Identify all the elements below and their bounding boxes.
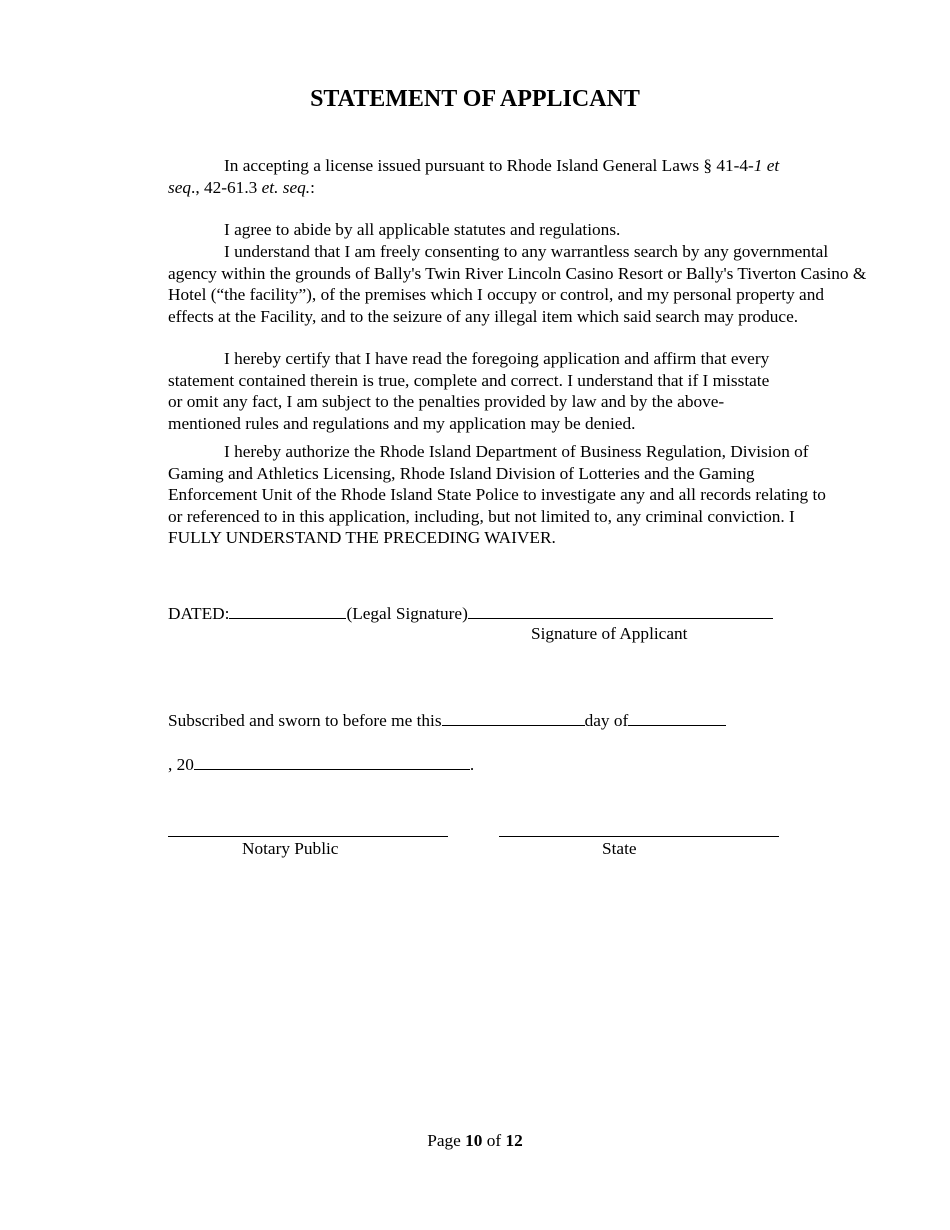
page-number: 10 bbox=[465, 1131, 483, 1150]
certify-paragraph bbox=[168, 348, 778, 434]
intro-italic-b: et. seq. bbox=[261, 177, 311, 197]
dated-field[interactable] bbox=[229, 601, 346, 619]
page-title: STATEMENT OF APPLICANT bbox=[310, 86, 640, 112]
page-word: Page bbox=[427, 1131, 461, 1150]
intro-text-a: In accepting a license issued pursuant to Rhode Island General Laws § 41-4- bbox=[224, 156, 754, 175]
sworn-day-field[interactable] bbox=[442, 708, 585, 726]
page-footer bbox=[0, 1130, 950, 1152]
state-label: State bbox=[602, 839, 637, 858]
dated-label: DATED: bbox=[168, 604, 230, 623]
intro-italic-a: 1 et seq bbox=[168, 156, 780, 197]
agree-text: I agree to abide by all applicable statutes and regulations. bbox=[224, 220, 621, 239]
year-field[interactable] bbox=[194, 752, 470, 770]
legal-signature-label: (Legal Signature) bbox=[346, 604, 468, 623]
of-word: of bbox=[486, 1131, 502, 1150]
sworn-prefix: Subscribed and sworn to before me this bbox=[168, 711, 442, 730]
year-row bbox=[168, 752, 474, 776]
state-line[interactable] bbox=[499, 836, 779, 837]
notary-line[interactable] bbox=[168, 836, 448, 837]
authorize-paragraph bbox=[168, 441, 830, 549]
authorize-text: I hereby authorize the Rhode Island Department of Business Regulation, Division of Gaming and Athletics Licensing, Rhode Island Division of Lotteries and the Gaming Enforcement Unit of the Rhode Island State Police to investigate any and all records relating to or referenced to in this application, including, but not limited to, any criminal conviction. I FULLY UNDERSTAND THE PRECEDING WAIVER. bbox=[168, 442, 826, 547]
consent-paragraph bbox=[168, 241, 868, 327]
consent-text: I understand that I am freely consenting to any warrantless search by any governmental agency within the grounds of Bally's Twin River Lincoln Casino Resort or Bally's Tiverton Casino & Hotel (“the facility”), of the premises which I occupy or control, and my personal property and effects at the Facility, and to the seizure of any illegal item which said search may produce. bbox=[168, 242, 867, 326]
year-suffix: . bbox=[469, 755, 475, 774]
sworn-month-field[interactable] bbox=[628, 708, 726, 726]
intro-paragraph bbox=[168, 155, 788, 198]
signature-row bbox=[168, 601, 773, 625]
total-pages: 12 bbox=[505, 1131, 523, 1150]
sworn-day-of: day of bbox=[584, 711, 629, 730]
notary-label: Notary Public bbox=[242, 839, 339, 858]
agree-paragraph bbox=[168, 219, 868, 241]
signature-caption: Signature of Applicant bbox=[531, 624, 688, 643]
certify-text: I hereby certify that I have read the foregoing application and affirm that every statement contained therein is true, complete and correct. I understand that if I misstate or omit any fact, I am subject to the penalties provided by law and by the above-mentioned rules and regulations and my application may be denied. bbox=[168, 349, 770, 433]
sworn-row bbox=[168, 708, 726, 732]
year-prefix: , 20 bbox=[168, 755, 194, 774]
intro-text-b: ., 42-61.3 bbox=[191, 177, 262, 197]
signature-field[interactable] bbox=[468, 601, 773, 619]
intro-text-c: : bbox=[310, 177, 315, 197]
